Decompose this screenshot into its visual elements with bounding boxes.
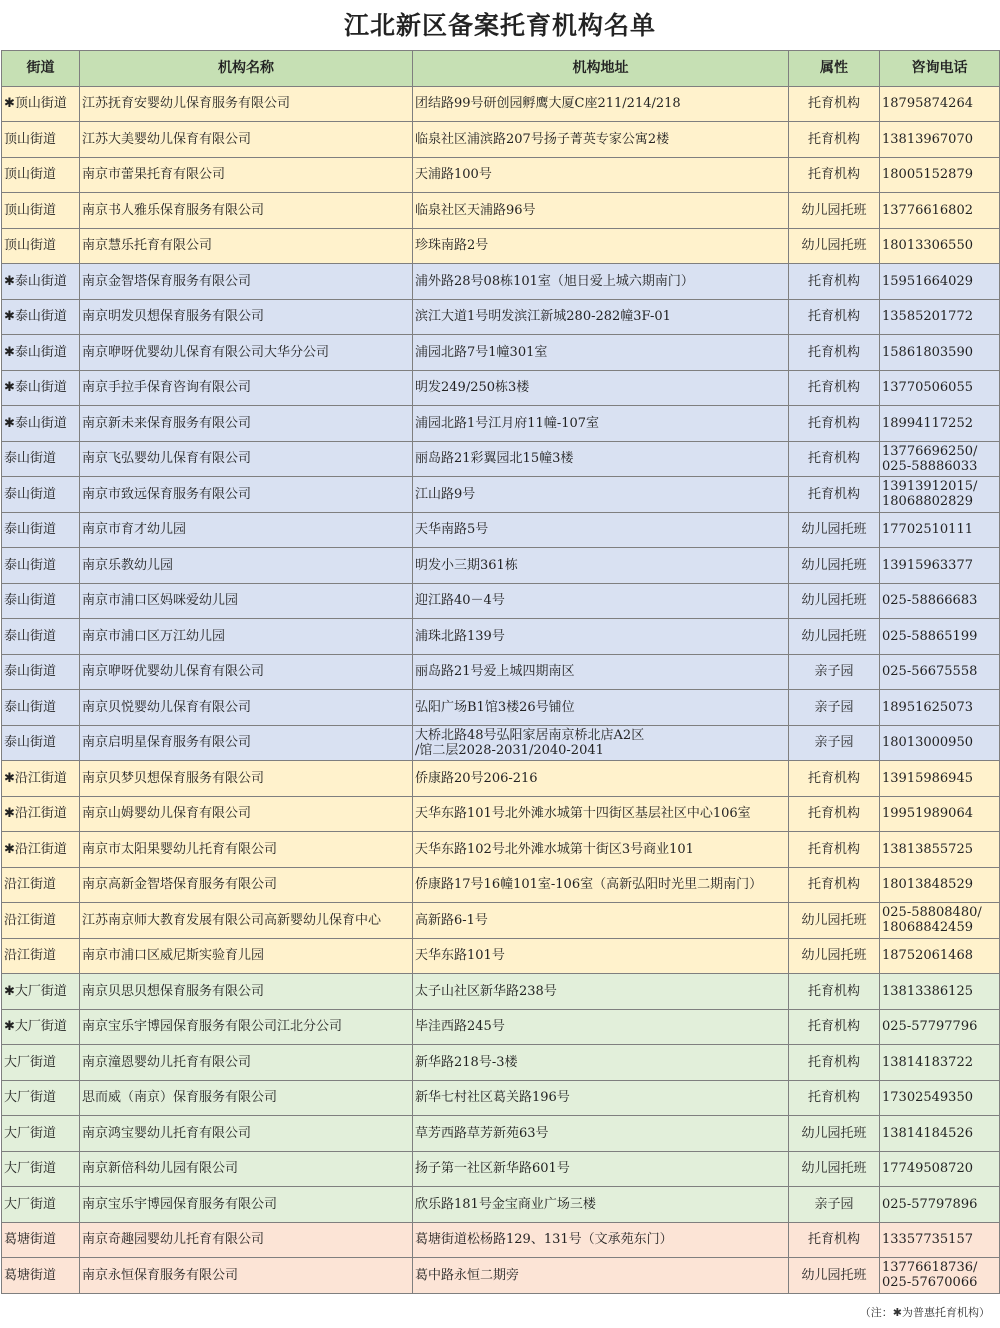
type-cell: 幼儿园托班 <box>789 512 880 548</box>
table-row <box>2 441 1000 477</box>
type-cell: 托育机构 <box>789 867 880 903</box>
street-cell: ✱沿江街道 <box>2 796 80 832</box>
type-cell: 托育机构 <box>789 1009 880 1045</box>
phone-cell: 13776616802 <box>880 193 1000 229</box>
phone-cell: 18752061468 <box>880 938 1000 974</box>
address-cell: 临泉社区浦滨路207号扬子菁英专家公寓2楼 <box>413 122 789 158</box>
street-cell: 泰山街道 <box>2 441 80 477</box>
type-cell: 托育机构 <box>789 477 880 513</box>
type-cell: 托育机构 <box>789 974 880 1010</box>
header-phone: 咨询电话 <box>880 51 1000 87</box>
phone-cell: 025-57797896 <box>880 1187 1000 1223</box>
street-cell: 顶山街道 <box>2 228 80 264</box>
street-cell: 顶山街道 <box>2 157 80 193</box>
name-cell: 南京鸿宝婴幼儿托育有限公司 <box>80 1116 413 1152</box>
phone-cell: 13913912015/ 18068802829 <box>880 477 1000 513</box>
type-cell: 托育机构 <box>789 264 880 300</box>
type-cell: 托育机构 <box>789 370 880 406</box>
street-cell: ✱顶山街道 <box>2 86 80 122</box>
phone-cell: 13776618736/ 025-57670066 <box>880 1258 1000 1294</box>
name-cell: 南京贝悦婴幼儿保育有限公司 <box>80 690 413 726</box>
name-cell: 南京咿呀优婴幼儿保育有限公司 <box>80 654 413 690</box>
table-row <box>2 654 1000 690</box>
street-cell: 泰山街道 <box>2 654 80 690</box>
table-row <box>2 1009 1000 1045</box>
name-cell: 南京宝乐宇博园保育服务有限公司 <box>80 1187 413 1223</box>
header-name: 机构名称 <box>80 51 413 87</box>
table-row <box>2 548 1000 584</box>
street-cell: ✱泰山街道 <box>2 299 80 335</box>
type-cell: 托育机构 <box>789 157 880 193</box>
name-cell: 南京市浦口区威尼斯实验育儿园 <box>80 938 413 974</box>
street-cell: 大厂街道 <box>2 1080 80 1116</box>
type-cell: 幼儿园托班 <box>789 548 880 584</box>
type-cell: 托育机构 <box>789 86 880 122</box>
address-cell: 太子山社区新华路238号 <box>413 974 789 1010</box>
table-row <box>2 477 1000 513</box>
name-cell: 南京贝梦贝想保育服务有限公司 <box>80 761 413 797</box>
name-cell: 南京宝乐宇博园保育服务有限公司江北分公司 <box>80 1009 413 1045</box>
phone-cell: 17749508720 <box>880 1151 1000 1187</box>
type-cell: 托育机构 <box>789 761 880 797</box>
page-title: 江北新区备案托育机构名单 <box>343 11 656 40</box>
phone-cell: 13915986945 <box>880 761 1000 797</box>
table-row <box>2 86 1000 122</box>
name-cell: 南京高新金智塔保育服务有限公司 <box>80 867 413 903</box>
address-cell: 滨江大道1号明发滨江新城280-282幢3F-01 <box>413 299 789 335</box>
name-cell: 南京乐教幼儿园 <box>80 548 413 584</box>
phone-cell: 15951664029 <box>880 264 1000 300</box>
address-cell: 珍珠南路2号 <box>413 228 789 264</box>
type-cell: 托育机构 <box>789 1222 880 1258</box>
table-body <box>2 86 1000 1293</box>
address-cell: 侨康路20号206-216 <box>413 761 789 797</box>
table-row <box>2 1080 1000 1116</box>
name-cell: 南京飞弘婴幼儿保育有限公司 <box>80 441 413 477</box>
name-cell: 南京启明星保育服务有限公司 <box>80 725 413 761</box>
table-row <box>2 796 1000 832</box>
table-header-row <box>2 51 1000 87</box>
name-cell: 南京书人雅乐保育服务有限公司 <box>80 193 413 229</box>
address-cell: 扬子第一社区新华路601号 <box>413 1151 789 1187</box>
institution-table <box>1 50 1000 1294</box>
address-cell: 临泉社区天浦路96号 <box>413 193 789 229</box>
street-cell: ✱泰山街道 <box>2 335 80 371</box>
street-cell: 葛塘街道 <box>2 1258 80 1294</box>
street-cell: 沿江街道 <box>2 903 80 939</box>
phone-cell: 13813967070 <box>880 122 1000 158</box>
footnote: （注：✱为普惠托育机构） <box>859 1306 990 1319</box>
table-row <box>2 938 1000 974</box>
address-cell: 浦外路28号08栋101室（旭日爱上城六期南门） <box>413 264 789 300</box>
type-cell: 托育机构 <box>789 441 880 477</box>
type-cell: 托育机构 <box>789 299 880 335</box>
table-row <box>2 903 1000 939</box>
table-row <box>2 583 1000 619</box>
name-cell: 江苏大美婴幼儿保育有限公司 <box>80 122 413 158</box>
name-cell: 南京奇趣园婴幼儿托育有限公司 <box>80 1222 413 1258</box>
type-cell: 托育机构 <box>789 335 880 371</box>
street-cell: ✱泰山街道 <box>2 370 80 406</box>
phone-cell: 13770506055 <box>880 370 1000 406</box>
name-cell: 南京新未来保育服务有限公司 <box>80 406 413 442</box>
name-cell: 南京市太阳果婴幼儿托育有限公司 <box>80 832 413 868</box>
table-row <box>2 1222 1000 1258</box>
table-row <box>2 1151 1000 1187</box>
type-cell: 幼儿园托班 <box>789 619 880 655</box>
phone-cell: 18013306550 <box>880 228 1000 264</box>
street-cell: 泰山街道 <box>2 477 80 513</box>
table-row <box>2 512 1000 548</box>
name-cell: 南京咿呀优婴幼儿保育有限公司大华分公司 <box>80 335 413 371</box>
phone-cell: 025-57797796 <box>880 1009 1000 1045</box>
type-cell: 亲子园 <box>789 725 880 761</box>
address-cell: 葛塘街道松杨路129、131号（文承苑东门） <box>413 1222 789 1258</box>
name-cell: 江苏南京师大教育发展有限公司高新婴幼儿保育中心 <box>80 903 413 939</box>
phone-cell: 025-58866683 <box>880 583 1000 619</box>
street-cell: 泰山街道 <box>2 690 80 726</box>
address-cell: 迎江路40－4号 <box>413 583 789 619</box>
type-cell: 幼儿园托班 <box>789 938 880 974</box>
street-cell: 大厂街道 <box>2 1187 80 1223</box>
name-cell: 南京市浦口区万江幼儿园 <box>80 619 413 655</box>
phone-cell: 13814184526 <box>880 1116 1000 1152</box>
address-cell: 明发小三期361栋 <box>413 548 789 584</box>
name-cell: 南京市育才幼儿园 <box>80 512 413 548</box>
table-row <box>2 974 1000 1010</box>
street-cell: 葛塘街道 <box>2 1222 80 1258</box>
address-cell: 新华七村社区葛关路196号 <box>413 1080 789 1116</box>
street-cell: ✱沿江街道 <box>2 761 80 797</box>
name-cell: 南京潼恩婴幼儿托育有限公司 <box>80 1045 413 1081</box>
phone-cell: 13915963377 <box>880 548 1000 584</box>
phone-cell: 13813386125 <box>880 974 1000 1010</box>
phone-cell: 18013000950 <box>880 725 1000 761</box>
phone-cell: 025-58865199 <box>880 619 1000 655</box>
type-cell: 托育机构 <box>789 1045 880 1081</box>
street-cell: 沿江街道 <box>2 867 80 903</box>
phone-cell: 17302549350 <box>880 1080 1000 1116</box>
table-row <box>2 1116 1000 1152</box>
type-cell: 幼儿园托班 <box>789 1116 880 1152</box>
address-cell: 浦园北路7号1幢301室 <box>413 335 789 371</box>
type-cell: 亲子园 <box>789 654 880 690</box>
type-cell: 托育机构 <box>789 122 880 158</box>
table-row <box>2 1045 1000 1081</box>
name-cell: 南京市浦口区妈咪爱幼儿园 <box>80 583 413 619</box>
table-row <box>2 690 1000 726</box>
address-cell: 江山路9号 <box>413 477 789 513</box>
phone-cell: 17702510111 <box>880 512 1000 548</box>
address-cell: 弘阳广场B1馆3楼26号铺位 <box>413 690 789 726</box>
name-cell: 南京市致远保育服务有限公司 <box>80 477 413 513</box>
street-cell: 大厂街道 <box>2 1116 80 1152</box>
name-cell: 南京金智塔保育服务有限公司 <box>80 264 413 300</box>
name-cell: 南京慧乐托育有限公司 <box>80 228 413 264</box>
street-cell: ✱大厂街道 <box>2 1009 80 1045</box>
address-cell: 天浦路100号 <box>413 157 789 193</box>
type-cell: 幼儿园托班 <box>789 583 880 619</box>
phone-cell: 025-58808480/ 18068842459 <box>880 903 1000 939</box>
name-cell: 南京永恒保育服务有限公司 <box>80 1258 413 1294</box>
address-cell: 丽岛路21彩翼园北15幢3楼 <box>413 441 789 477</box>
street-cell: 顶山街道 <box>2 122 80 158</box>
phone-cell: 18994117252 <box>880 406 1000 442</box>
table-row <box>2 619 1000 655</box>
address-cell: 大桥北路48号弘阳家居南京桥北店A2区 /馆二层2028-2031/2040-2041 <box>413 725 789 761</box>
table-row <box>2 157 1000 193</box>
header-type: 属性 <box>789 51 880 87</box>
address-cell: 丽岛路21号爱上城四期南区 <box>413 654 789 690</box>
address-cell: 新华路218号-3楼 <box>413 1045 789 1081</box>
table-row <box>2 264 1000 300</box>
table-row <box>2 335 1000 371</box>
street-cell: 泰山街道 <box>2 725 80 761</box>
name-cell: 南京贝思贝想保育服务有限公司 <box>80 974 413 1010</box>
street-cell: 泰山街道 <box>2 583 80 619</box>
table-row <box>2 761 1000 797</box>
table-row <box>2 406 1000 442</box>
phone-cell: 18795874264 <box>880 86 1000 122</box>
address-cell: 浦珠北路139号 <box>413 619 789 655</box>
type-cell: 亲子园 <box>789 690 880 726</box>
street-cell: 泰山街道 <box>2 619 80 655</box>
name-cell: 南京山姆婴幼儿保育有限公司 <box>80 796 413 832</box>
street-cell: ✱泰山街道 <box>2 406 80 442</box>
table-row <box>2 1187 1000 1223</box>
address-cell: 团结路99号研创园孵鹰大厦C座211/214/218 <box>413 86 789 122</box>
address-cell: 天华东路101号 <box>413 938 789 974</box>
type-cell: 幼儿园托班 <box>789 1258 880 1294</box>
header-address: 机构地址 <box>413 51 789 87</box>
type-cell: 亲子园 <box>789 1187 880 1223</box>
street-cell: ✱沿江街道 <box>2 832 80 868</box>
type-cell: 托育机构 <box>789 1080 880 1116</box>
type-cell: 托育机构 <box>789 832 880 868</box>
name-cell: 南京新倍科幼儿园有限公司 <box>80 1151 413 1187</box>
table-row <box>2 1258 1000 1294</box>
phone-cell: 13776696250/ 025-58886033 <box>880 441 1000 477</box>
name-cell: 江苏抚育安婴幼儿保育服务有限公司 <box>80 86 413 122</box>
phone-cell: 13813855725 <box>880 832 1000 868</box>
phone-cell: 18013848529 <box>880 867 1000 903</box>
street-cell: 大厂街道 <box>2 1045 80 1081</box>
phone-cell: 025-56675558 <box>880 654 1000 690</box>
table-row <box>2 370 1000 406</box>
name-cell: 南京明发贝想保育服务有限公司 <box>80 299 413 335</box>
type-cell: 幼儿园托班 <box>789 193 880 229</box>
phone-cell: 19951989064 <box>880 796 1000 832</box>
address-cell: 明发249/250栋3楼 <box>413 370 789 406</box>
phone-cell: 18005152879 <box>880 157 1000 193</box>
address-cell: 草芳西路草芳新苑63号 <box>413 1116 789 1152</box>
street-cell: 顶山街道 <box>2 193 80 229</box>
address-cell: 欣乐路181号金宝商业广场三楼 <box>413 1187 789 1223</box>
name-cell: 南京市蕾果托育有限公司 <box>80 157 413 193</box>
name-cell: 思而威（南京）保育服务有限公司 <box>80 1080 413 1116</box>
type-cell: 幼儿园托班 <box>789 228 880 264</box>
address-cell: 毕洼西路245号 <box>413 1009 789 1045</box>
street-cell: ✱泰山街道 <box>2 264 80 300</box>
name-cell: 南京手拉手保育咨询有限公司 <box>80 370 413 406</box>
street-cell: 沿江街道 <box>2 938 80 974</box>
header-street: 街道 <box>2 51 80 87</box>
address-cell: 天华东路101号北外滩水城第十四街区基层社区中心106室 <box>413 796 789 832</box>
street-cell: 泰山街道 <box>2 548 80 584</box>
phone-cell: 15861803590 <box>880 335 1000 371</box>
table-row <box>2 867 1000 903</box>
address-cell: 浦园北路1号江月府11幢-107室 <box>413 406 789 442</box>
address-cell: 天华南路5号 <box>413 512 789 548</box>
address-cell: 天华东路102号北外滩水城第十街区3号商业101 <box>413 832 789 868</box>
street-cell: 大厂街道 <box>2 1151 80 1187</box>
phone-cell: 18951625073 <box>880 690 1000 726</box>
type-cell: 幼儿园托班 <box>789 903 880 939</box>
table-row <box>2 122 1000 158</box>
address-cell: 侨康路17号16幢101室-106室（高新弘阳时光里二期南门） <box>413 867 789 903</box>
table-row <box>2 725 1000 761</box>
table-row <box>2 832 1000 868</box>
table-row <box>2 228 1000 264</box>
table-row <box>2 299 1000 335</box>
type-cell: 托育机构 <box>789 796 880 832</box>
type-cell: 托育机构 <box>789 406 880 442</box>
phone-cell: 13357735157 <box>880 1222 1000 1258</box>
address-cell: 葛中路永恒二期旁 <box>413 1258 789 1294</box>
type-cell: 幼儿园托班 <box>789 1151 880 1187</box>
street-cell: ✱大厂街道 <box>2 974 80 1010</box>
phone-cell: 13585201772 <box>880 299 1000 335</box>
phone-cell: 13814183722 <box>880 1045 1000 1081</box>
table-row <box>2 193 1000 229</box>
address-cell: 高新路6-1号 <box>413 903 789 939</box>
street-cell: 泰山街道 <box>2 512 80 548</box>
